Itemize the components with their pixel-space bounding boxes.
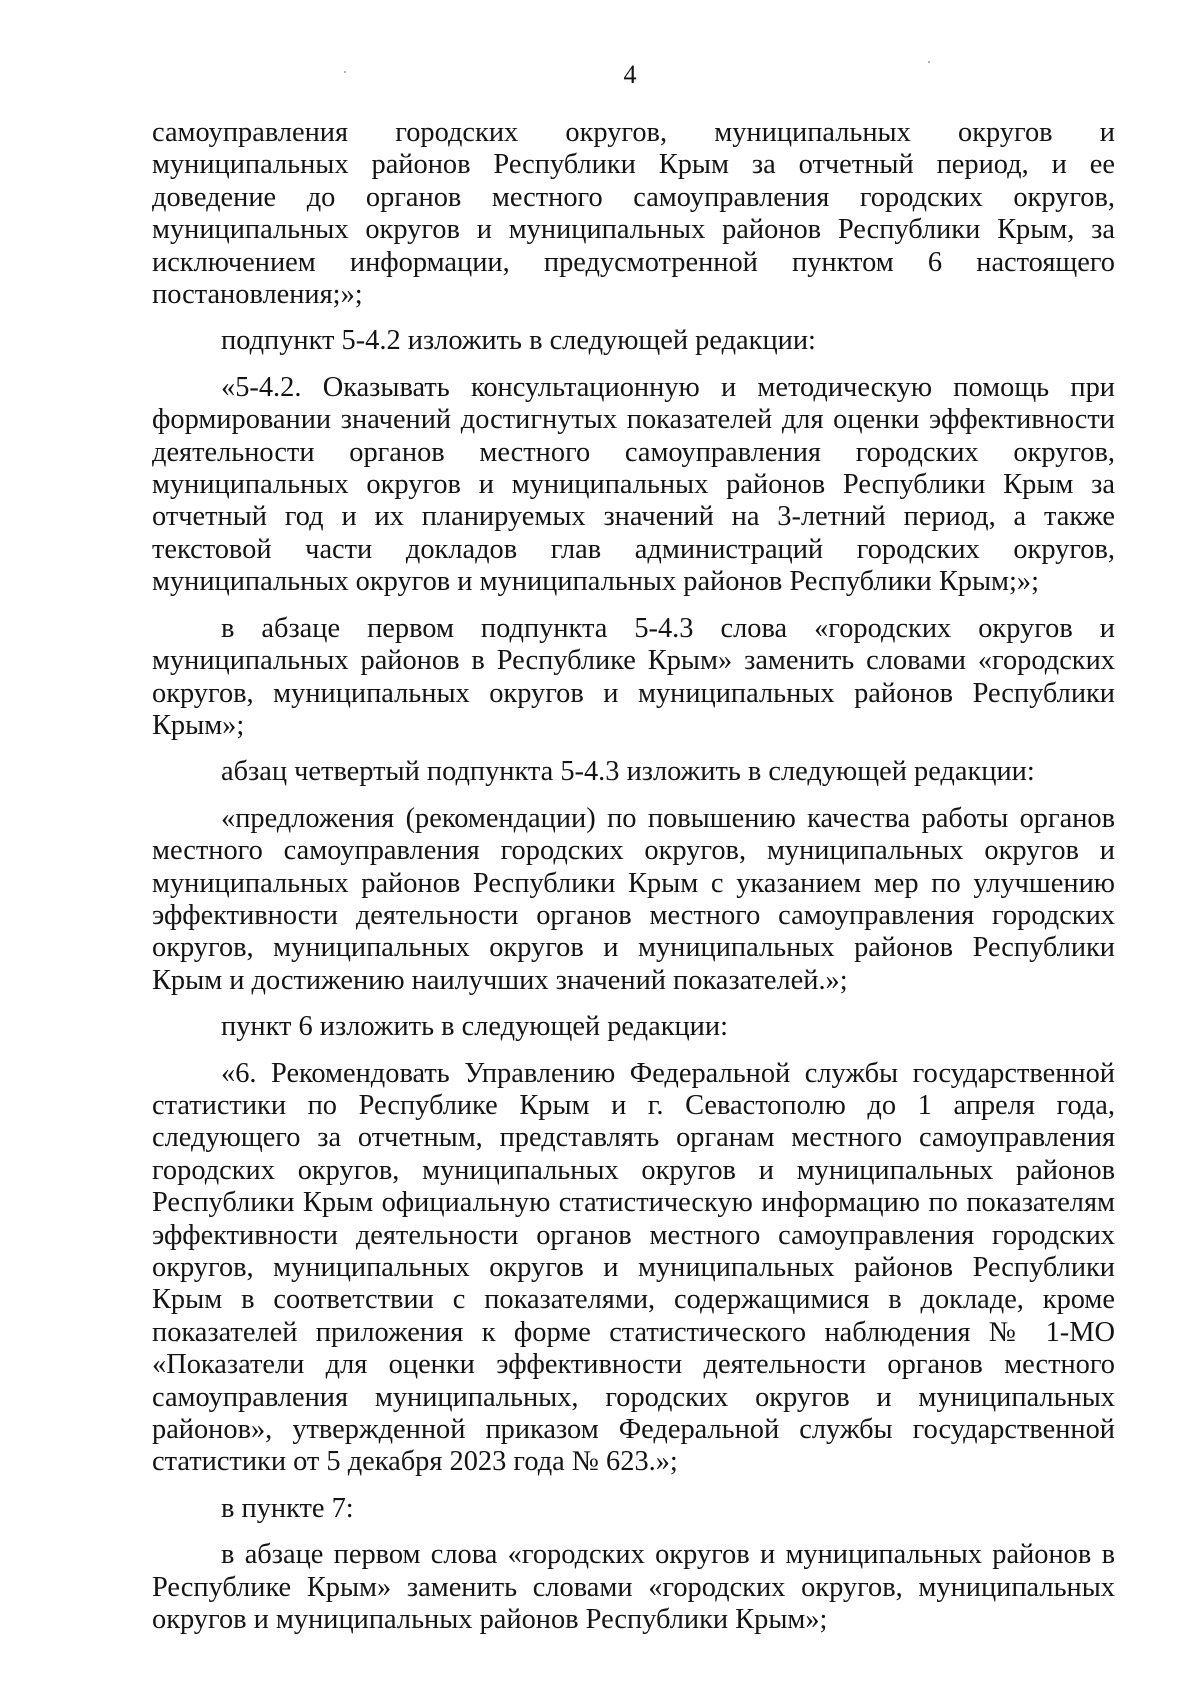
subclause-5-4-3-first-paragraph-amendment: в абзаце первом подпункта 5-4.3 слова «городских округов и муниципальных районов в Республике Крым» заменить словами «городских округов, муниципальных округов и муниципальных районов Республики Крым»;	[152, 612, 1115, 741]
scan-speck	[344, 71, 346, 73]
subclause-5-4-3-fourth-paragraph-text: «предложения (рекомендации) по повышению качества работы органов местного самоуправления городских округов, муниципальных округов и муниципальных районов Республики Крым с указанием мер по улучшению эффективности деятельности органов местного самоуправления городских округов, муниципальных округов и муниципальных районов Республики Крым и достижению наилучших значений показателей.»;	[152, 802, 1115, 996]
continuation-paragraph: самоуправления городских округов, муниципальных округов и муниципальных районов Республики Крым за отчетный период, и ее доведение до органов местного самоуправления городских округов, муниципальных округов и муниципальных районов Республики Крым, за исключением информации, предусмотренной пунктом 6 настоящего постановления;»;	[152, 117, 1115, 311]
subclause-5-4-2-text: «5-4.2. Оказывать консультационную и методическую помощь при формировании значений достигнутых показателей для оценки эффективности деятельности органов местного самоуправления городских округов, муниципальных округов и муниципальных районов Республики Крым за отчетный год и их планируемых значений на 3-летний период, а также текстовой части докладов глав администраций городских округов, муниципальных округов и муниципальных районов Республики Крым;»;	[152, 371, 1115, 598]
subclause-5-4-2-intro: подпункт 5-4.2 изложить в следующей редакции:	[221, 325, 816, 357]
document-body	[152, 117, 1115, 1636]
clause-6-intro: пункт 6 изложить в следующей редакции:	[221, 1011, 728, 1043]
page-number: 4	[623, 60, 637, 89]
clause-6-text: «6. Рекомендовать Управлению Федеральной службы государственной статистики по Республике Крым и г. Севастополю до 1 апреля года, следующего за отчетным, представлять органам местного самоуправления городских округов, муниципальных округов и муниципальных районов Республики Крым официальную статистическую информацию по показателям эффективности деятельности органов местного самоуправления городских округов, муниципальных округов и муниципальных районов Республики Крым в соответствии с показателями, содержащимися в докладе, кроме показателей приложения к форме статистического наблюдения № 1-МО «Показатели для оценки эффективности деятельности органов местного самоуправления муниципальных, городских округов и муниципальных районов», утвержденной приказом Федеральной службы государственной статистики от 5 декабря 2023 года № 623.»;	[152, 1057, 1115, 1478]
clause-7-first-paragraph-amendment: в абзаце первом слова «городских округов и муниципальных районов в Республике Крым» заменить словами «городских округов, муниципальных округов и муниципальных районов Республики Крым»;	[152, 1539, 1115, 1636]
subclause-5-4-3-fourth-paragraph-intro: абзац четвертый подпункта 5-4.3 изложить в следующей редакции:	[221, 756, 1035, 788]
scan-speck	[928, 61, 930, 63]
clause-7-intro: в пункте 7:	[221, 1492, 354, 1524]
